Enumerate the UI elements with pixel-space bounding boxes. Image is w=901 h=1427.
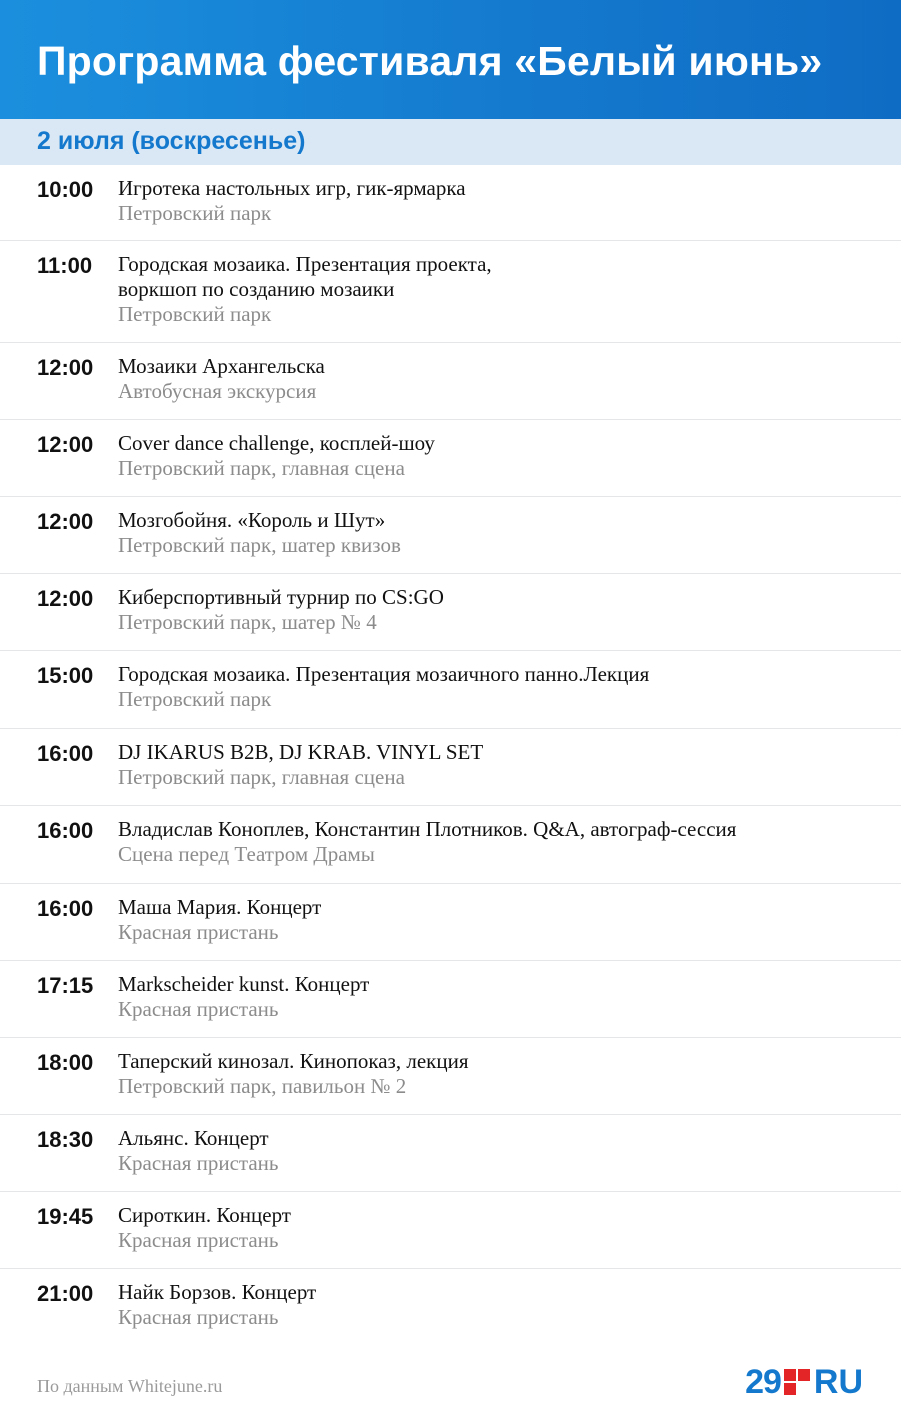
event-time: 12:00: [37, 355, 94, 380]
event-title: Таперский кинозал. Кинопоказ, лекция: [118, 1049, 469, 1073]
event-place: Сцена перед Театром Драмы: [118, 842, 375, 866]
event-texts: [118, 1203, 881, 1253]
event-title: Сироткин. Концерт: [118, 1203, 291, 1227]
event-time: 11:00: [37, 253, 93, 278]
event-texts: [118, 585, 881, 635]
event-title: Мозаики Архангельска: [118, 354, 325, 378]
event-time: 21:00: [37, 1281, 94, 1306]
event-time: 17:15: [37, 973, 94, 998]
event-time: 15:00: [37, 663, 94, 688]
event-row: [0, 241, 901, 343]
event-time: 19:45: [37, 1204, 94, 1229]
event-row: [0, 165, 901, 241]
event-time: 18:30: [37, 1127, 94, 1152]
event-place: Красная пристань: [118, 1305, 279, 1329]
event-texts: [118, 1126, 881, 1176]
event-place: Петровский парк, шатер № 4: [118, 610, 377, 634]
event-texts: [118, 508, 881, 558]
event-place: Красная пристань: [118, 1151, 279, 1175]
event-time: 16:00: [37, 741, 94, 766]
event-list: [0, 165, 901, 1346]
event-row: [0, 420, 901, 497]
event-row: [0, 574, 901, 651]
event-row: [0, 806, 901, 884]
event-texts: [118, 176, 881, 226]
event-title: Cover dance challenge, косплей-шоу: [118, 431, 435, 455]
logo-suffix: RU: [813, 1362, 863, 1401]
event-title: Киберспортивный турнир по CS:GO: [118, 585, 444, 609]
event-texts: [118, 252, 881, 327]
event-title: Владислав Коноплев, Константин Плотников. Q&A, автограф-сессия: [118, 817, 737, 841]
event-texts: [118, 662, 881, 712]
event-place: Петровский парк, шатер квизов: [118, 533, 401, 557]
source-note: По данным Whitejune.ru: [37, 1376, 223, 1396]
event-texts: [118, 1049, 881, 1099]
event-row: [0, 1038, 901, 1115]
event-place: Петровский парк: [118, 201, 272, 225]
event-title: Городская мозаика. Презентация мозаичного панно.Лекция: [118, 662, 650, 686]
site-logo[interactable]: [745, 1364, 863, 1400]
event-place: Автобусная экскурсия: [118, 379, 317, 403]
logo-square-icon: [784, 1369, 810, 1395]
event-time: 12:00: [37, 509, 94, 534]
event-title: Городская мозаика. Презентация проекта, воркшоп по созданию мозаики: [118, 252, 492, 301]
logo-number: 29: [745, 1362, 781, 1401]
event-time: 10:00: [37, 177, 94, 202]
event-title: Найк Борзов. Концерт: [118, 1280, 317, 1304]
event-title: Markscheider kunst. Концерт: [118, 972, 370, 996]
event-place: Красная пристань: [118, 997, 279, 1021]
event-place: Петровский парк, павильон № 2: [118, 1074, 407, 1098]
event-texts: [118, 895, 881, 945]
event-place: Петровский парк: [118, 302, 272, 326]
event-texts: [118, 1280, 881, 1330]
event-time: 12:00: [37, 586, 94, 611]
event-place: Петровский парк, главная сцена: [118, 456, 405, 480]
day-label: 2 июля (воскресенье): [37, 127, 306, 155]
event-place: Петровский парк: [118, 687, 272, 711]
event-texts: [118, 354, 881, 404]
event-time: 16:00: [37, 818, 94, 843]
event-row: [0, 1115, 901, 1192]
page-title: Программа фестиваля «Белый июнь»: [37, 38, 823, 84]
event-row: [0, 343, 901, 420]
header-banner: [0, 0, 901, 119]
event-row: [0, 1269, 901, 1346]
event-texts: [118, 431, 881, 481]
event-row: [0, 961, 901, 1038]
event-texts: [118, 972, 881, 1022]
event-time: 16:00: [37, 896, 94, 921]
event-title: Маша Мария. Концерт: [118, 895, 322, 919]
event-row: [0, 884, 901, 961]
event-place: Петровский парк, главная сцена: [118, 765, 405, 789]
event-row: [0, 651, 901, 729]
event-title: Альянс. Концерт: [118, 1126, 269, 1150]
event-row: [0, 729, 901, 806]
event-title: Игротека настольных игр, гик-ярмарка: [118, 176, 466, 200]
event-texts: [118, 817, 881, 867]
event-title: Мозгобойня. «Король и Шут»: [118, 508, 386, 532]
event-row: [0, 497, 901, 574]
event-time: 18:00: [37, 1050, 94, 1075]
event-texts: [118, 740, 881, 790]
day-band: [0, 119, 901, 165]
event-title: DJ IKARUS B2B, DJ KRAB. VINYL SET: [118, 740, 484, 764]
event-row: [0, 1192, 901, 1269]
event-time: 12:00: [37, 432, 94, 457]
event-place: Красная пристань: [118, 1228, 279, 1252]
event-place: Красная пристань: [118, 920, 279, 944]
